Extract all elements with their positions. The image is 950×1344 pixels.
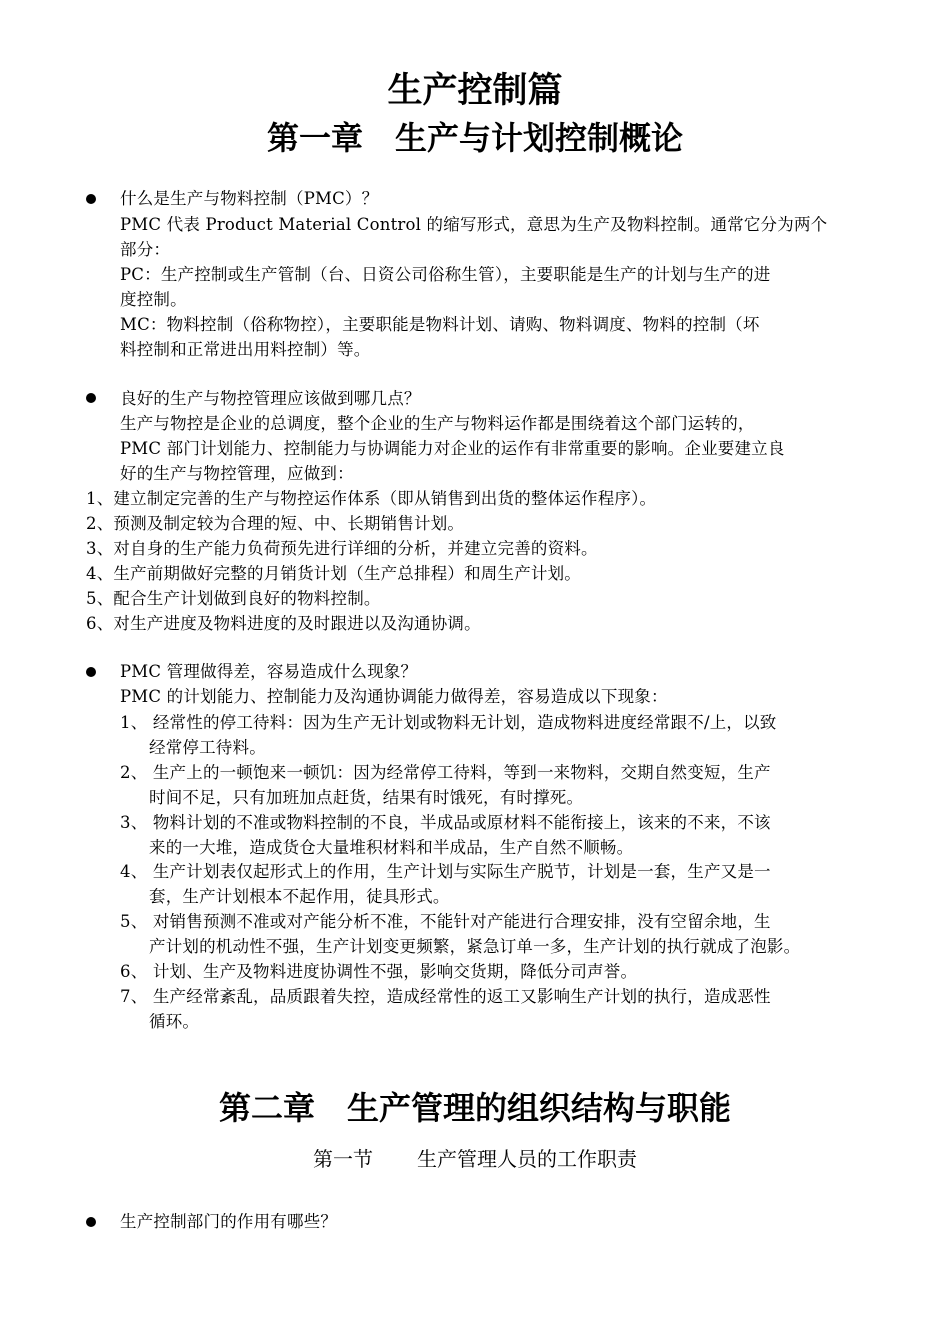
list-item: 5、配合生产计划做到良好的物料控制。 [86,589,381,608]
section-heading [0,1145,950,1173]
list-item: 4、生产前期做好完整的月销货计划（生产总排程）和周生产计划。 [86,564,581,583]
list-item-continuation: 来的一大堆，造成货仓大量堆积材料和半成品，生产自然不顺畅。 [149,838,634,857]
list-item: 7、 生产经常紊乱，品质跟着失控，造成经常性的返工又影响生产计划的执行，造成恶性 [120,987,771,1006]
list-item: 1、 经常性的停工待料：因为生产无计划或物料无计划，造成物料进度经常跟不/上，以致 [120,713,777,732]
question-good-management: 良好的生产与物控管理应该做到哪几点？ [120,389,421,408]
list-item: 3、对自身的生产能力负荷预先进行详细的分析，并建立完善的资料。 [86,539,598,558]
section-title: 生产管理人员的工作职责 [417,1147,637,1171]
paragraph-line: 度控制。 [120,290,187,309]
list-item: 6、 计划、生产及物料进度协调性不强，影响交货期，降低分司声誉。 [120,962,638,981]
paragraph-line: PMC 代表 Product Material Control 的缩写形式，意思为生产及物料控制。通常它分为两个 [120,215,828,234]
list-item-continuation: 套，生产计划根本不起作用，徒具形式。 [149,887,450,906]
list-item-continuation: 时间不足，只有加班加点赶货，结果有时饿死，有时撑死。 [149,788,584,807]
paragraph-line: MC：物料控制（俗称物控），主要职能是物料计划、请购、物料调度、物料的控制（坏 [120,315,760,334]
list-item: 5、 对销售预测不准或对产能分析不准，不能针对产能进行合理安排，没有空留余地，生 [120,912,771,931]
list-item: 1、建立制定完善的生产与物控运作体系（即从销售到出货的整体运作程序）。 [86,489,657,508]
document-title: 生产控制篇 [387,70,563,111]
paragraph-line: 生产与物控是企业的总调度，整个企业的生产与物料运作都是围绕着这个部门运转的， [120,414,755,433]
chapter-1-heading: 第一章 生产与计划控制概论 [266,119,683,157]
section-number: 第一节 [313,1147,373,1171]
list-item: 2、 生产上的一顿饱来一顿饥：因为经常停工待料，等到一来物料，交期自然变短，生产 [120,763,771,782]
chapter-2-heading: 第二章 生产管理的组织结构与职能 [218,1089,731,1127]
paragraph-line: PMC 部门计划能力、控制能力与协调能力对企业的运作有非常重要的影响。企业要建立良 [120,439,785,458]
paragraph-line: PMC 的计划能力、控制能力及沟通协调能力做得差，容易造成以下现象： [120,687,668,706]
list-item: 6、对生产进度及物料进度的及时跟进以及沟通协调。 [86,614,481,633]
bullet-icon [86,667,96,677]
paragraph-line: 好的生产与物控管理，应做到： [120,464,354,483]
question-poor-pmc: PMC 管理做得差，容易造成什么现象？ [120,662,418,681]
list-item: 2、预测及制定较为合理的短、中、长期销售计划。 [86,514,465,533]
paragraph-line: 部分： [120,240,171,259]
list-item: 4、 生产计划表仅起形式上的作用，生产计划与实际生产脱节，计划是一套，生产又是一 [120,862,771,881]
bullet-icon [86,1217,96,1227]
list-item-continuation: 循环。 [149,1012,200,1031]
paragraph-line: 料控制和正常进出用料控制）等。 [120,340,371,359]
question-pmc: 什么是生产与物料控制（PMC）？ [120,189,379,208]
list-item: 3、 物料计划的不准或物料控制的不良，半成品或原材料不能衔接上，该来的不来，不该 [120,813,771,832]
question-control-dept: 生产控制部门的作用有哪些？ [120,1212,338,1231]
bullet-icon [86,194,96,204]
list-item-continuation: 经常停工待料。 [149,738,266,757]
paragraph-line: PC：生产控制或生产管制（台、日资公司俗称生管），主要职能是生产的计划与生产的进 [120,265,771,284]
list-item-continuation: 产计划的机动性不强，生产计划变更频繁，紧急订单一多，生产计划的执行就成了泡影。 [149,937,801,956]
bullet-icon [86,393,96,403]
